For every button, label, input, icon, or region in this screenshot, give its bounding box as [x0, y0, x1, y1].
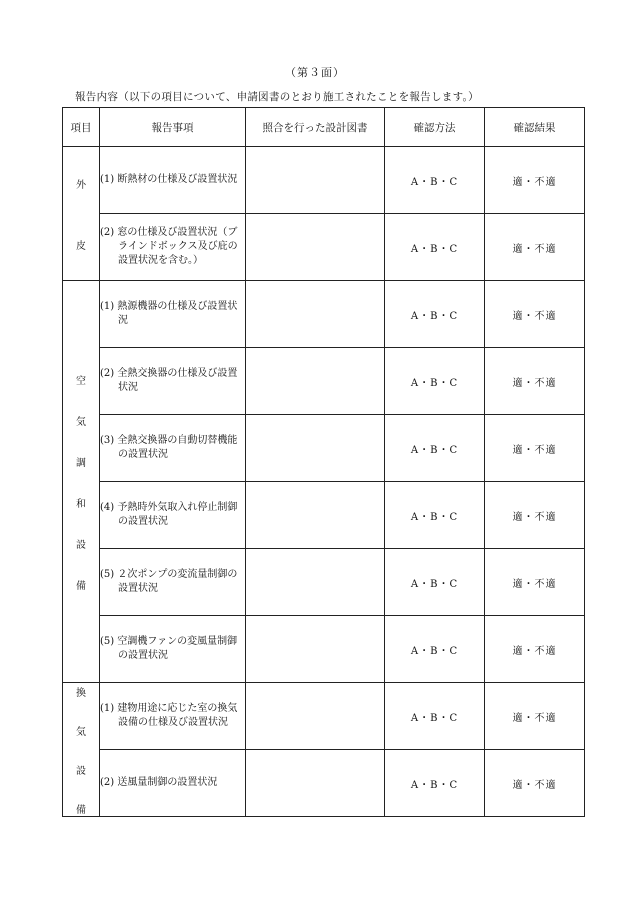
category-exterior	[63, 147, 100, 281]
table-row	[63, 214, 585, 281]
table-row	[63, 348, 585, 415]
check-result-cell[interactable]: 適・不適	[485, 683, 585, 750]
report-matter-text: (1) 断熱材の仕様及び設置状況	[100, 174, 238, 185]
report-matter-text: (2) 送風量制御の設置状況	[100, 777, 218, 788]
table-row	[63, 415, 585, 482]
report-matter-cell	[100, 750, 246, 817]
report-matter-cell	[100, 214, 246, 281]
design-document-cell[interactable]	[246, 683, 385, 750]
check-method-cell[interactable]: A・B・C	[385, 616, 485, 683]
header-report-matter: 報告事項	[100, 108, 246, 147]
check-result-cell[interactable]: 適・不適	[485, 348, 585, 415]
check-result-cell[interactable]: 適・不適	[485, 616, 585, 683]
report-matter-cell	[100, 147, 246, 214]
design-document-cell[interactable]	[246, 147, 385, 214]
table-row	[63, 147, 585, 214]
report-matter-text: (2) 全熱交換器の仕様及び設置状況	[100, 368, 238, 393]
check-method-cell[interactable]: A・B・C	[385, 281, 485, 348]
table-body	[63, 147, 585, 817]
check-method-cell[interactable]: A・B・C	[385, 482, 485, 549]
table-row	[63, 683, 585, 750]
category-ventilation	[63, 683, 100, 817]
page-number: （第３面）	[285, 66, 345, 79]
report-matter-cell	[100, 281, 246, 348]
report-matter-cell	[100, 616, 246, 683]
report-matter-cell	[100, 683, 246, 750]
report-matter-text: (2) 窓の仕様及び設置状況（ブラインドボックス及び庇の設置状況を含む。）	[100, 227, 238, 266]
table-row	[63, 549, 585, 616]
report-matter-text: (5) 空調機ファンの変風量制御の設置状況	[100, 636, 238, 661]
category-char: 備	[76, 804, 86, 816]
check-method-cell[interactable]: A・B・C	[385, 348, 485, 415]
report-table	[62, 107, 585, 817]
category-air-conditioning	[63, 281, 100, 683]
table-row	[63, 482, 585, 549]
category-char: 調	[76, 457, 86, 469]
header-design-documents: 照合を行った設計図書	[246, 108, 385, 147]
check-method-cell[interactable]: A・B・C	[385, 750, 485, 817]
category-char: 設	[76, 765, 86, 777]
category-char: 空	[76, 375, 86, 387]
design-document-cell[interactable]	[246, 281, 385, 348]
header-item: 項目	[63, 108, 100, 147]
category-char: 外	[76, 179, 86, 191]
report-matter-cell	[100, 549, 246, 616]
check-result-cell[interactable]: 適・不適	[485, 549, 585, 616]
check-result-cell[interactable]: 適・不適	[485, 415, 585, 482]
design-document-cell[interactable]	[246, 482, 385, 549]
report-matter-cell	[100, 415, 246, 482]
category-char: 気	[76, 726, 86, 738]
check-result-cell[interactable]: 適・不適	[485, 482, 585, 549]
check-method-cell[interactable]: A・B・C	[385, 147, 485, 214]
report-matter-cell	[100, 482, 246, 549]
design-document-cell[interactable]	[246, 616, 385, 683]
check-result-cell[interactable]: 適・不適	[485, 147, 585, 214]
header-check-method: 確認方法	[385, 108, 485, 147]
header-check-result: 確認結果	[485, 108, 585, 147]
table-row	[63, 616, 585, 683]
report-matter-text: (4) 予熱時外気取入れ停止制御の設置状況	[100, 502, 238, 527]
design-document-cell[interactable]	[246, 750, 385, 817]
category-char: 皮	[76, 240, 86, 252]
category-char: 設	[76, 539, 86, 551]
check-method-cell[interactable]: A・B・C	[385, 415, 485, 482]
report-intro-text: 報告内容（以下の項目について、申請図書のとおり施工されたことを報告します。）	[75, 91, 479, 103]
check-method-cell[interactable]: A・B・C	[385, 549, 485, 616]
category-char: 気	[76, 416, 86, 428]
report-matter-text: (3) 全熱交換器の自動切替機能の設置状況	[100, 435, 238, 460]
design-document-cell[interactable]	[246, 415, 385, 482]
check-result-cell[interactable]: 適・不適	[485, 750, 585, 817]
category-char: 和	[76, 498, 86, 510]
design-document-cell[interactable]	[246, 549, 385, 616]
design-document-cell[interactable]	[246, 348, 385, 415]
check-method-cell[interactable]: A・B・C	[385, 214, 485, 281]
check-result-cell[interactable]: 適・不適	[485, 214, 585, 281]
category-char: 換	[76, 687, 86, 699]
report-matter-text: (1) 建物用途に応じた室の換気設備の仕様及び設置状況	[100, 703, 238, 728]
report-matter-text: (1) 熱源機器の仕様及び設置状況	[100, 301, 238, 326]
check-method-cell[interactable]: A・B・C	[385, 683, 485, 750]
report-matter-text: (5) ２次ポンプの変流量制御の設置状況	[100, 569, 238, 594]
table-row	[63, 750, 585, 817]
design-document-cell[interactable]	[246, 214, 385, 281]
check-result-cell[interactable]: 適・不適	[485, 281, 585, 348]
table-row	[63, 281, 585, 348]
category-char: 備	[76, 580, 86, 592]
table-header-row	[63, 108, 585, 147]
report-matter-cell	[100, 348, 246, 415]
